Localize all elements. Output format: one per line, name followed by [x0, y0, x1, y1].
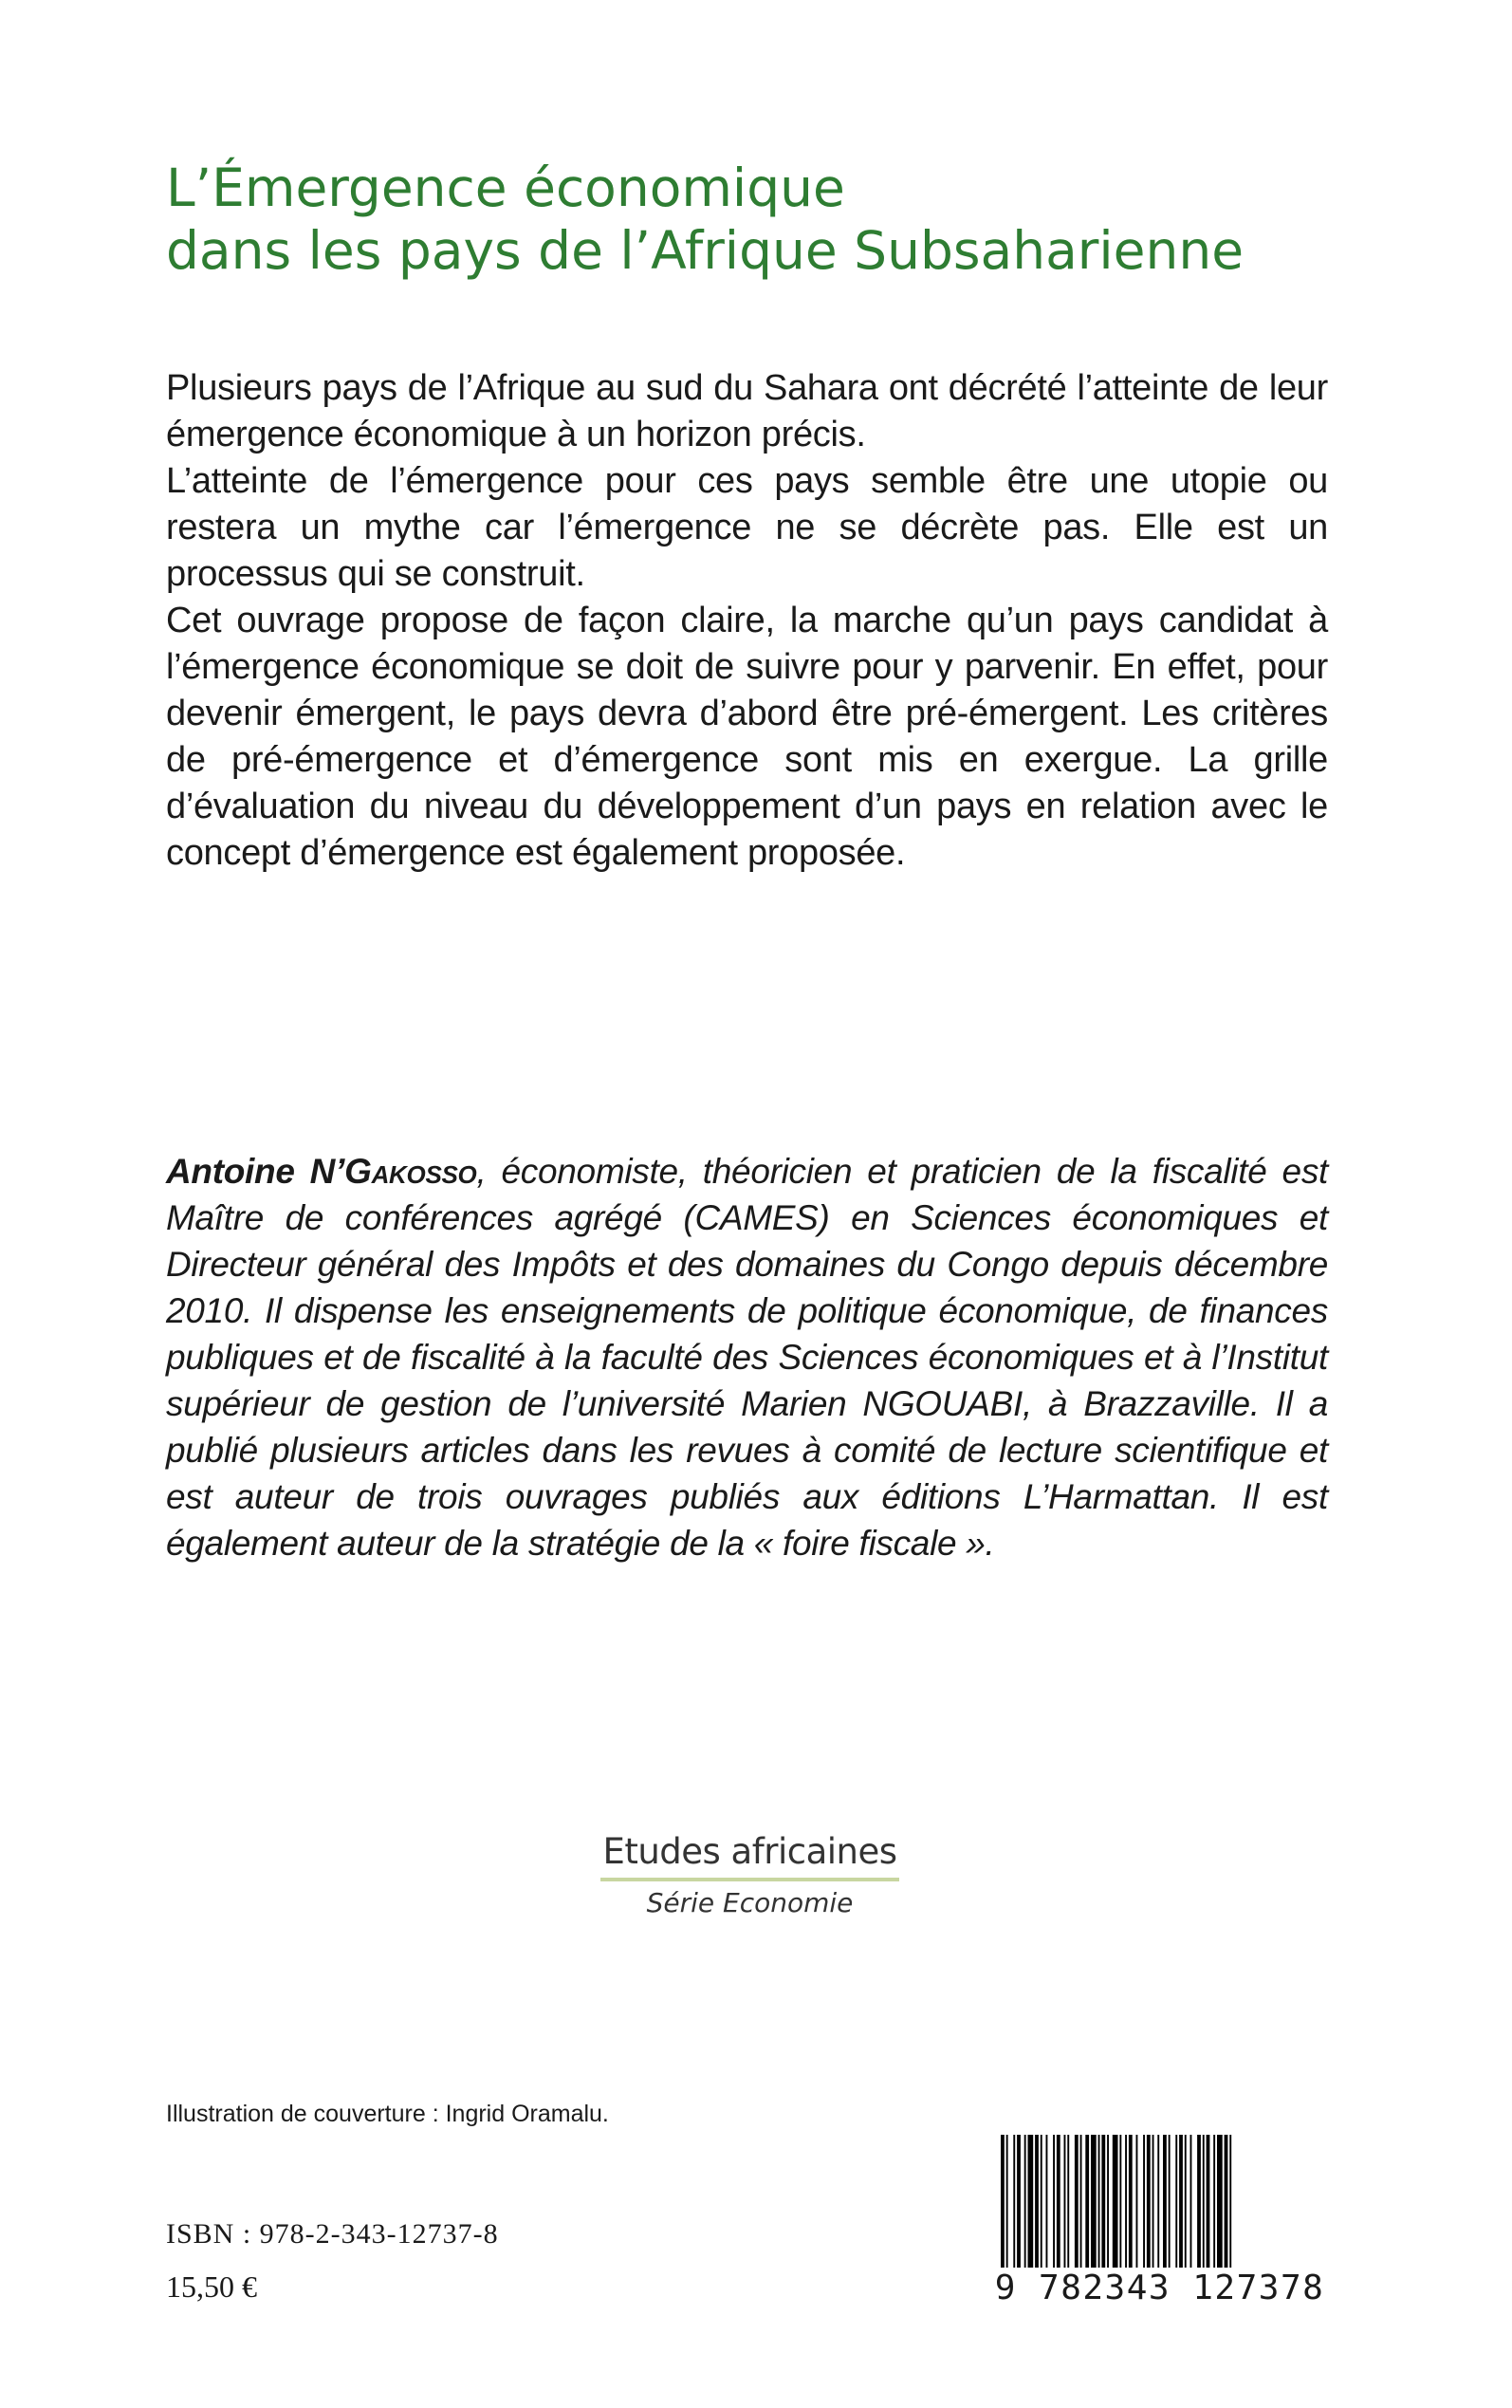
- barcode-bar: [1147, 2135, 1151, 2277]
- barcode-bar: [1067, 2135, 1069, 2277]
- barcode-bar: [1001, 2135, 1005, 2277]
- barcode-bar: [1024, 2135, 1026, 2277]
- barcode-bar: [1098, 2135, 1100, 2277]
- barcode-bar: [1107, 2135, 1109, 2277]
- barcode-bar: [1203, 2135, 1205, 2277]
- barcode-bar: [1075, 2135, 1079, 2277]
- barcode-bar: [1017, 2135, 1021, 2277]
- barcode-bar: [1136, 2135, 1138, 2277]
- barcode-bar: [1046, 2135, 1048, 2277]
- cover-illustration-credit: Illustration de couverture : Ingrid Oramalu.: [166, 2101, 609, 2127]
- barcode-bar: [1129, 2135, 1133, 2277]
- collection-name: Etudes africaines: [602, 1831, 897, 1872]
- barcode-bar: [1006, 2135, 1008, 2277]
- barcode-bar: [1057, 2135, 1060, 2277]
- summary-paragraph-3: Cet ouvrage propose de façon claire, la marche qu’un pays candidat à l’émergence économique se doit de suivre pour y parvenir. En effet, pour devenir émergent, le pays devra d’abord être pré-émergent. Les critères de pré-émergence et d’émergence sont mis en exergue. La grille d’évaluation du niveau du développement d’un pays en relation avec le concept d’émergence est également proposée.: [166, 601, 1328, 873]
- author-name: [166, 1152, 476, 1191]
- barcode-bar: [1197, 2135, 1201, 2277]
- barcode-bar: [1041, 2135, 1042, 2277]
- barcode-bar: [1125, 2135, 1127, 2277]
- barcode-bar: [1207, 2135, 1210, 2277]
- barcode-bar: [1185, 2135, 1187, 2277]
- book-title-line-1: L’Émergence économique: [166, 157, 845, 218]
- book-title: [166, 157, 1352, 282]
- author-name-rest: akosso: [371, 1152, 477, 1191]
- barcode-bar: [1225, 2135, 1228, 2277]
- barcode-bars: [991, 2135, 1328, 2277]
- barcode-bar: [1152, 2135, 1154, 2277]
- barcode-bar: [1229, 2135, 1231, 2277]
- barcode-bar: [1163, 2135, 1167, 2277]
- book-title-line-2: dans les pays de l’Afrique Subsaharienne: [166, 220, 1245, 281]
- barcode-bar: [1053, 2135, 1055, 2277]
- barcode-bar: [1175, 2135, 1177, 2277]
- book-summary: [166, 365, 1328, 877]
- collection-divider: [600, 1878, 899, 1881]
- barcode-bar: [1028, 2135, 1034, 2277]
- author-biography: [166, 1148, 1328, 1566]
- barcode-bar: [1113, 2135, 1118, 2277]
- barcode-bar: [1091, 2135, 1097, 2277]
- collection-series: Série Economie: [646, 1887, 854, 1918]
- barcode-bar: [1101, 2135, 1105, 2277]
- barcode-digits: 9 782343 127378: [991, 2268, 1328, 2309]
- barcode-bar: [1213, 2135, 1215, 2277]
- barcode-bar: [1119, 2135, 1121, 2277]
- barcode-bar: [1085, 2135, 1089, 2277]
- summary-paragraph-1: Plusieurs pays de l’Afrique au sud du Sahara ont décrété l’atteinte de leur émergence économique à un horizon précis.: [166, 368, 1328, 454]
- barcode-bar: [1169, 2135, 1171, 2277]
- author-biography-text: , économiste, théoricien et praticien de la fiscalité est Maître de conférences agrégé (CAMES) en Sciences économiques et Directeur général des Impôts et des domaines du Congo depuis décembre 2010. Il dispense les enseignements de politique économique, de finances publiques et de fiscalité à la faculté des Sciences économiques et à l’Institut supérieur de gestion de l’université Marien NGOUABI, à Brazzaville. Il a publié plusieurs articles dans les revues à comité de lecture scientifique et est auteur de trois ouvrages publiés aux éditions L’Harmattan. Il est également auteur de la stratégie de la « foire fiscale ».: [166, 1152, 1329, 1563]
- barcode: [991, 2135, 1328, 2315]
- barcode-bar: [1064, 2135, 1066, 2277]
- barcode-bar: [1143, 2135, 1145, 2277]
- price: 15,50 €: [166, 2269, 257, 2304]
- barcode-bar: [1190, 2135, 1192, 2277]
- collection-label: [600, 1831, 899, 1918]
- barcode-bar: [1035, 2135, 1039, 2277]
- barcode-bar: [1179, 2135, 1183, 2277]
- barcode-bar: [1013, 2135, 1015, 2277]
- author-name-first: Antoine N’G: [166, 1152, 372, 1191]
- barcode-bar: [1080, 2135, 1082, 2277]
- isbn: ISBN : 978-2-343-12737-8: [166, 2218, 499, 2250]
- barcode-bar: [1157, 2135, 1159, 2277]
- summary-paragraph-2: L’atteinte de l’émergence pour ces pays semble être une utopie ou restera un mythe car l’émergence ne se décrète pas. Elle est un processus qui se construit.: [166, 461, 1328, 594]
- barcode-bar: [1217, 2135, 1223, 2277]
